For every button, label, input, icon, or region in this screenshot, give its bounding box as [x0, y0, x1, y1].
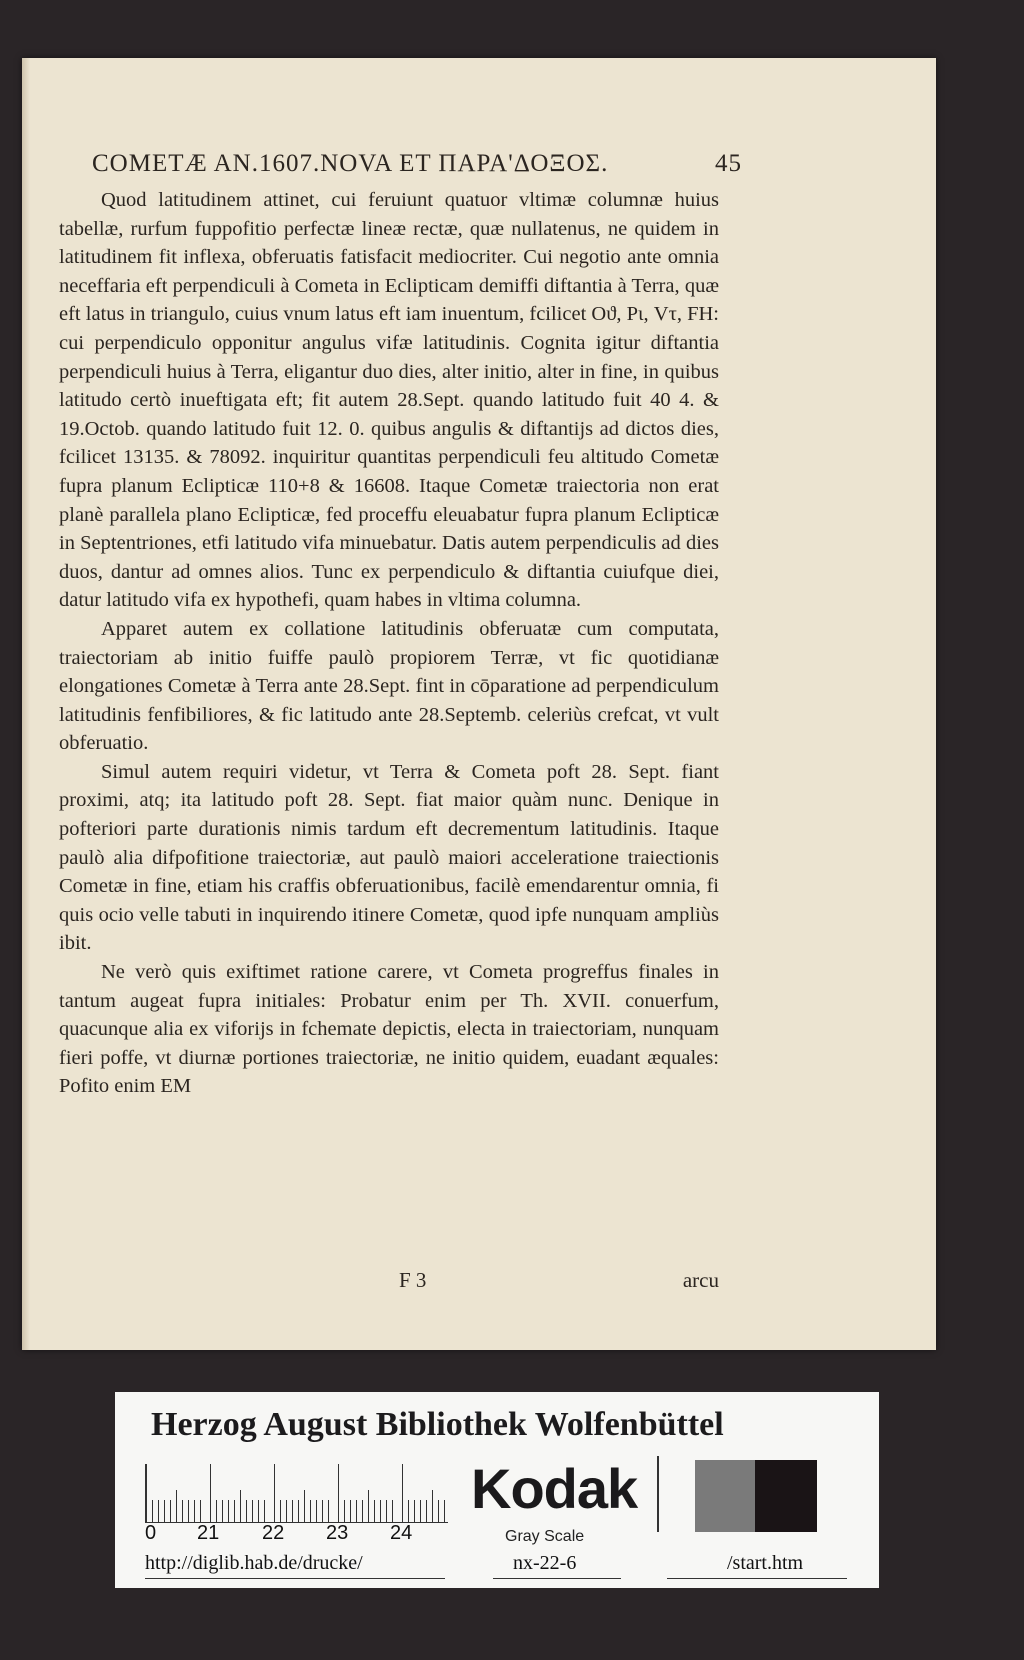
ruler-tick — [194, 1500, 195, 1522]
paragraph-2: Apparet autem ex collatione latitudinis obferuatæ cum computata, traiectoriam ab initio fuiffe paulò propiorem Terræ, vt fic quotidianæ elongationes Cometæ à Terra ante 28.Sept. fint in cōparatione ad perpendiculum latitudinis fenfibiliores, & fic latitudo ante 28.Septemb. celeriùs crefcat, vt vult obferuatio. — [59, 617, 719, 755]
ruler-tick — [182, 1500, 183, 1522]
ruler-tick — [432, 1490, 433, 1522]
ruler-tick — [356, 1500, 357, 1522]
ruler-tick — [322, 1500, 323, 1522]
ruler-tick — [164, 1500, 165, 1522]
ruler-tick — [264, 1500, 265, 1522]
ruler-tick — [292, 1500, 293, 1522]
ruler-tick — [222, 1500, 223, 1522]
ruler-tick — [234, 1500, 235, 1522]
ruler-tick — [176, 1490, 177, 1522]
book-page — [22, 58, 936, 1350]
library-name: Herzog August Bibliothek Wolfenbüttel — [151, 1406, 724, 1443]
ruler-tick — [274, 1464, 275, 1522]
catchword: arcu — [682, 1268, 719, 1292]
ruler-tick — [438, 1500, 439, 1522]
ruler-label: 21 — [197, 1522, 220, 1544]
ruler-tick — [408, 1500, 409, 1522]
page-footer — [59, 1268, 719, 1296]
ruler-tick — [414, 1500, 415, 1522]
ruler-tick — [146, 1464, 147, 1522]
ruler-label: 0 — [145, 1522, 157, 1544]
ruler-tick — [258, 1500, 259, 1522]
ruler-tick — [286, 1500, 287, 1522]
signature-mark: F 3 — [399, 1268, 427, 1292]
kodak-logo: Kodak — [471, 1457, 638, 1520]
ruler-tick — [200, 1500, 201, 1522]
ruler-tick — [402, 1464, 403, 1522]
ruler-tick — [444, 1500, 445, 1522]
paragraph-3: Simul autem requiri videtur, vt Terra & Cometa poft 28. Sept. fiant proximi, atq; ita latitudo poft 28. Sept. fiat maior quàm nunc. Denique in pofteriori parte durationis nimis tardum eft decrementum latitudinis. Itaque paulò alia difpofitione traiectoriæ, aut paulò maiori acceleratione traiectionis Cometæ in fine, etiam his craffis obferuationibus, facilè emendarentur omnia, fi quis ocio velle tabuti in inquirendo itinere Cometæ, quod ipfe nunquam ampliùs ibit. — [59, 760, 719, 955]
running-head-title: COMETÆ AN.1607.NOVA ET ΠΑΡΑ'ΔΟΞΟΣ. — [92, 150, 609, 177]
ruler-tick — [350, 1500, 351, 1522]
page-edge — [22, 58, 30, 1350]
ruler-tick — [328, 1500, 329, 1522]
ruler-tick — [380, 1500, 381, 1522]
paragraph-1: Quod latitudinem attinet, cui feruiunt quatuor vltimæ columnæ huius tabellæ, rurfum fuppofitio perfectæ lineæ rectæ, quæ nullatenus, ne quidem in latitudinem fit inflexa, obferuatis fatisfacit mediocriter. Cui negotio ante omnia neceffaria eft perpendiculi à Cometa in Eclipticam demiffi diftantia à Terra, quæ eft latus in triangulo, cuius vnum latus eft iam inuentum, fcilicet Oϑ, Pι, Vτ, FH: cui perpendiculo opponitur angulus vifæ latitudinis. Cognita igitur diftantia perpendiculi huius à Terra, eligantur duo dies, alter initio, alter in fine, in quibus latitudo certò inueftigata eft; fit autem 28.Sept. quando latitudo fuit 40 4. & 19.Octob. quando latitudo fuit 12. 0. quibus angulis & diftantijs ad dictos dies, fcilicet 13135. & 78092. inquiritur quantitas perpendiculi feu altitudo Cometæ fupra planum Eclipticæ 110+8 & 16608. Itaque Cometæ traiectoria non erat planè parallela plano Eclipticæ, fed proceffu eleuabatur fupra planum Eclipticæ in Septentriones, etfi latitudo vifa minuebatur. Datis autem perpendiculis ad dies duos, dantur ad omnes alios. Tunc ex perpendiculo & diftantia cuiufque diei, datur latitudo vifa ex hypothefi, quam habes in vltima columna. — [59, 189, 719, 612]
ruler-tick — [386, 1500, 387, 1522]
ruler-tick — [170, 1500, 171, 1522]
black-swatch — [755, 1460, 817, 1532]
ruler-tick — [368, 1490, 369, 1522]
body-text — [59, 186, 719, 1101]
ruler-tick — [310, 1500, 311, 1522]
gray-swatch — [695, 1460, 755, 1532]
ruler-tick — [426, 1500, 427, 1522]
ruler-label: 24 — [390, 1522, 413, 1544]
ruler-tick — [246, 1500, 247, 1522]
paragraph-4: Ne verò quis exiftimet ratione carere, vt Cometa progreffus finales in tantum augeat fupra initiales: Probatur enim per Th. XVII. conuerfum, quacunque alia ex viforijs in fchemate depictis, electa in traiectoriam, nunquam fieri poffe, vt diurnæ portiones traiectoriæ, ne initio quidem, euadant æquales: Pofito enim EM — [59, 961, 719, 1098]
gray-scale-label: Gray Scale — [505, 1528, 585, 1545]
ruler-tick — [228, 1500, 229, 1522]
url-underline — [145, 1578, 445, 1579]
ruler-tick — [362, 1500, 363, 1522]
ruler-tick — [374, 1500, 375, 1522]
ruler-tick — [216, 1500, 217, 1522]
ruler-tick — [158, 1500, 159, 1522]
ruler-tick — [420, 1500, 421, 1522]
url-underline — [667, 1578, 847, 1579]
ruler-tick — [252, 1500, 253, 1522]
url-end[interactable]: /start.htm — [727, 1552, 804, 1574]
url-id[interactable]: nx-22-6 — [513, 1552, 577, 1574]
ruler-tick — [240, 1490, 241, 1522]
page-number: 45 — [715, 150, 742, 177]
ruler-tick — [298, 1500, 299, 1522]
url-underline — [493, 1578, 621, 1579]
url-base[interactable]: http://diglib.hab.de/drucke/ — [145, 1552, 363, 1574]
running-head — [92, 150, 742, 178]
ruler-tick — [280, 1500, 281, 1522]
ruler-tick — [304, 1490, 305, 1522]
ruler-label: 23 — [326, 1522, 349, 1544]
ruler-tick — [316, 1500, 317, 1522]
ruler-tick — [152, 1500, 153, 1522]
ruler-scale — [145, 1464, 448, 1523]
archive-card — [115, 1392, 879, 1588]
ruler-tick — [188, 1500, 189, 1522]
ruler-labels — [145, 1522, 447, 1548]
ruler-tick — [338, 1464, 339, 1522]
ruler-label: 22 — [262, 1522, 285, 1544]
ruler-tick — [210, 1464, 211, 1522]
ruler-tick — [344, 1500, 345, 1522]
ruler-tick — [392, 1500, 393, 1522]
divider — [657, 1456, 659, 1532]
